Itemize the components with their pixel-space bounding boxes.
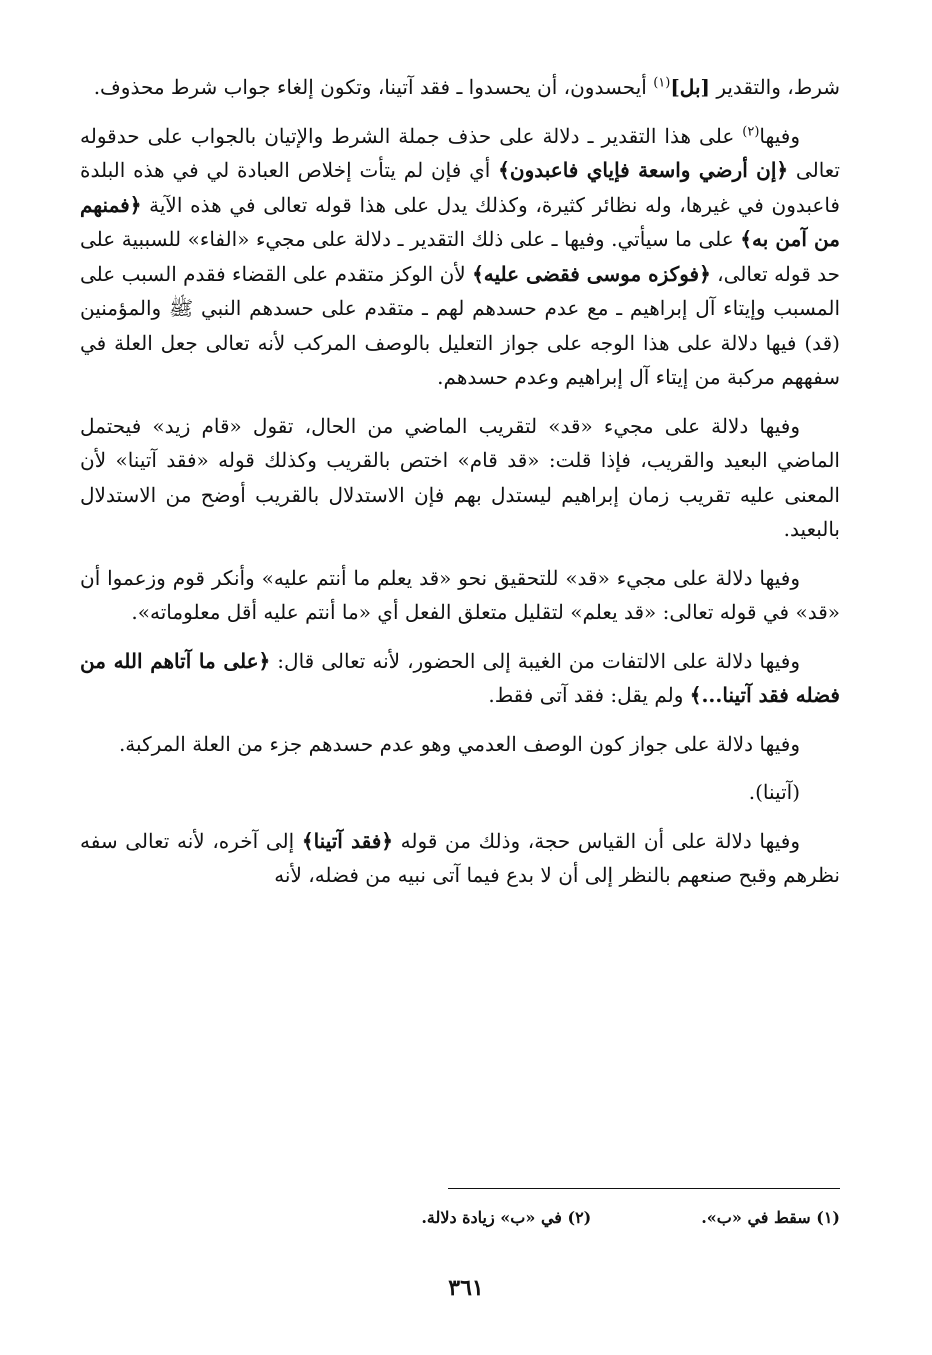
quran-quote: ﴿فقد آتينا﴾ (301, 828, 394, 853)
quran-quote: ﴿على ما آتاهم الله من فضله فقد آتينا...﴾ (80, 648, 840, 707)
text-run: لأن الوكز متقدم على القضاء فقدم السبب على المسبب وإيتاء آل إبراهيم ـ مع عدم حسدهم لهم ـ متقدم على حسدهم النبي ﷺ والمؤمنين (قد) فيها دلالة على هذا الوجه على جواز التعليل بالوصف المركب لأنه تعالى جعل العلة في سفههم مركبة من إيتاء آل إبراهيم وعدم حسدهم. (80, 261, 840, 389)
page-body (80, 70, 840, 907)
page-number: ٣٦١ (448, 1275, 484, 1301)
footnote-ref-1: (١) (653, 75, 671, 91)
text-run: أيحسدون، أن يحسدوا ـ فقد آتينا، وتكون إلغاء جواب شرط محذوف. (93, 75, 654, 99)
footnote-divider (448, 1188, 840, 1189)
paragraph-2 (80, 119, 840, 395)
footnote-ref-2: (٢) (742, 123, 760, 139)
footnote-2: (٢) في «ب» زيادة دلالة. (421, 1208, 592, 1227)
text-run: على هذا التقدير ـ دلالة على حذف جملة الشرط والإتيان بالجواب على حدقوله تعالى (80, 123, 840, 182)
text-run: أي فإن لم يتأت إخلاص العبادة لي في هذه البلدة فاعبدون في غيرها، وله نظائر كثيرة، وكذلك يدل على هذا قوله تعالى في هذه الآية (80, 158, 840, 217)
paragraph-5 (80, 644, 840, 713)
quran-quote: ﴿إن أرضي واسعة فإياي فاعبدون﴾ (498, 158, 789, 182)
text-run: شرط، والتقدير (709, 75, 840, 99)
paragraph-8 (80, 824, 840, 893)
paragraph-7: (آتينا). (748, 780, 800, 804)
text-run: وفيها دلالة على أن القياس حجة، وذلك من قوله (393, 828, 800, 853)
text-run: وفيها (759, 123, 800, 148)
paragraph-6: وفيها دلالة على جواز كون الوصف العدمي وهو عدم حسدهم جزء من العلة المركبة. (118, 731, 800, 756)
text-run: وفيها دلالة على الالتفات من الغيبة إلى الحضور، لأنه تعالى قال: (270, 648, 800, 673)
text-run: إلى آخره، لأنه تعالى سفه نظرهم وقبح صنعهم بالنظر إلى أن لا بدع فيما آتى نبيه من فضله، لأنه (80, 828, 840, 887)
footnote-1: (١) سقط في «ب». (701, 1208, 840, 1227)
quran-quote: ﴿فمنهم من آمن به﴾ (80, 192, 840, 251)
text-run: ولم يقل: فقد آتى فقط. (488, 683, 690, 707)
paragraph-3: وفيها دلالة على مجيء «قد» لتقريب الماضي من الحال، تقول «قام زيد» فيحتمل الماضي البعيد والقريب، فإذا قلت: «قد قام» اختص بالقريب وكذلك قوله «فقد آتينا» لأن المعنى عليه تقريب زمان إبراهيم ليستدل بهم فإن الاستدلال بالقريب أوضح من الاستدلال بالبعيد. (80, 413, 840, 541)
text-run: على ما سيأتي. وفيها ـ على ذلك التقدير ـ دلالة على مجيء «الفاء» للسببية على حد قوله تعالى، (80, 227, 840, 286)
quran-quote: ﴿فوكزه موسى فقضى عليه﴾ (472, 261, 711, 286)
paragraph-1 (80, 70, 840, 105)
footnotes (80, 1208, 840, 1227)
bracket-insertion: [بل] (670, 75, 710, 99)
paragraph-4: وفيها دلالة على مجيء «قد» للتحقيق نحو «قد يعلم ما أنتم عليه» وأنكر قوم وزعموا أن «قد» في قوله تعالى: «قد يعلم» لتقليل متعلق الفعل أي «ما أنتم عليه أقل معلوماته». (80, 565, 840, 624)
